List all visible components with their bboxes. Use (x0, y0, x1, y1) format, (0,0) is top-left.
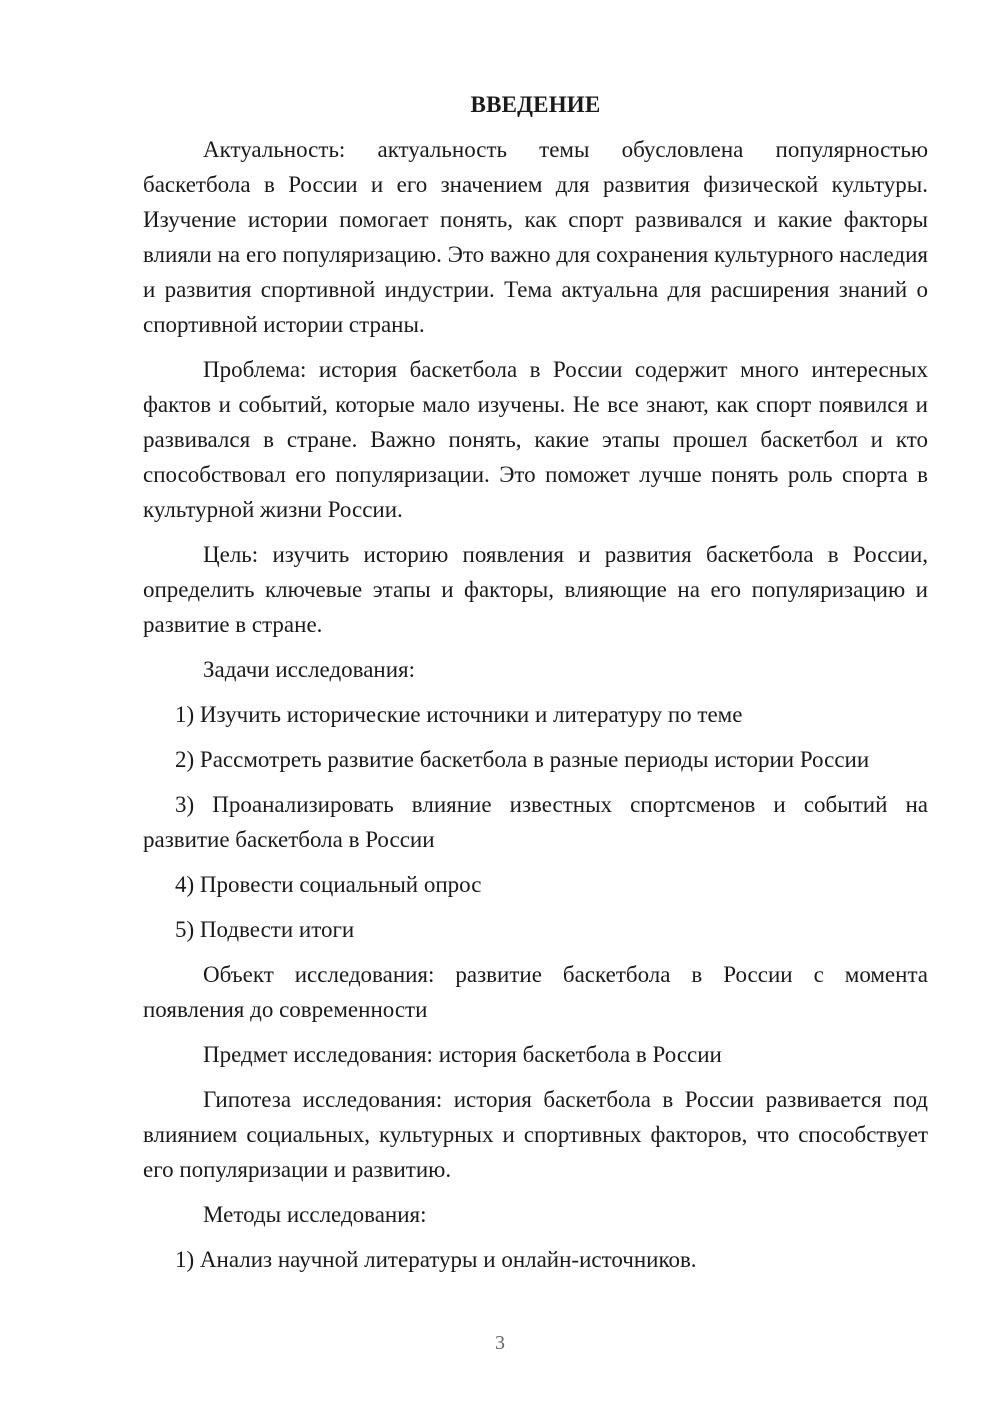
paragraph-goal: Цель: изучить историю появления и развития баскетбола в России, определить ключевые этапы и факторы, влияющие на его популяризацию и развитие в стране. (143, 542, 928, 637)
tasks-heading: Задачи исследования: (203, 657, 416, 682)
list-item: 4) Провести социальный опрос (175, 872, 482, 897)
document-page (143, 92, 928, 1287)
methods-list (143, 1242, 928, 1277)
paragraph-relevance: Актуальность: актуальность темы обусловлена популярностью баскетбола в России и его значением для развития физической культуры. Изучение истории помогает понять, как спорт развивался и какие факторы влияли на его популяризацию. Это важно для сохранения культурного наследия и развития спортивной индустрии. Тема актуальна для расширения знаний о спортивной истории страны. (143, 137, 928, 337)
list-item: 2) Рассмотреть развитие баскетбола в разные периоды истории России (175, 747, 870, 772)
list-item: 1) Изучить исторические источники и литературу по теме (175, 702, 743, 727)
methods-heading: Методы исследования: (203, 1202, 427, 1227)
list-item: 5) Подвести итоги (175, 917, 355, 942)
paragraph-hypothesis: Гипотеза исследования: история баскетбола в России развивается под влиянием социальных, культурных и спортивных факторов, что способствует его популяризации и развитию. (143, 1087, 928, 1182)
list-item: 1) Анализ научной литературы и онлайн-источников. (175, 1247, 697, 1272)
paragraph-subject: Предмет исследования: история баскетбола в России (203, 1042, 722, 1067)
list-item: 3) Проанализировать влияние известных спортсменов и событий на развитие баскетбола в России (143, 792, 928, 852)
paragraph-problem: Проблема: история баскетбола в России содержит много интересных фактов и событий, которые мало изучены. Не все знают, как спорт появился и развивался в стране. Важно понять, какие этапы прошел баскетбол и кто способствовал его популяризации. Это поможет лучше понять роль спорта в культурной жизни России. (143, 357, 928, 522)
tasks-list (143, 697, 928, 947)
page-number: 3 (495, 1332, 505, 1354)
section-title: ВВЕДЕНИЕ (470, 92, 601, 117)
paragraph-object: Объект исследования: развитие баскетбола в России с момента появления до современности (143, 962, 928, 1022)
